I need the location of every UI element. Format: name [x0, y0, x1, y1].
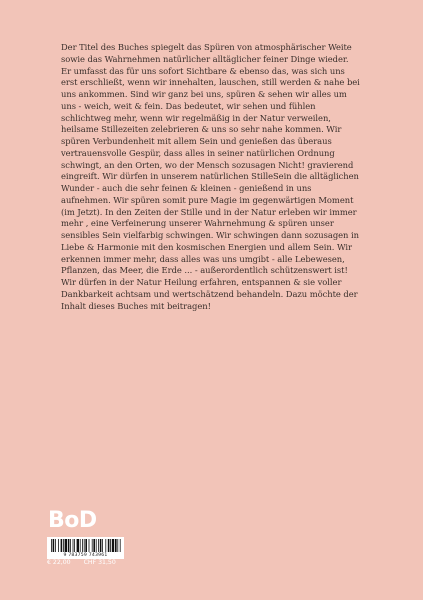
isbn-digits: 9 783759 743961 — [47, 553, 124, 559]
isbn-barcode — [47, 537, 124, 558]
publisher-logo: BoD — [48, 508, 97, 533]
back-cover-blurb: Der Titel des Buches spiegelt das Spüren von atmosphärischer Weite sowie das Wahrnehmen natürlicher alltäglicher feiner Dinge wieder. Er umfasst das für uns sofort Sichtbare & ebenso das, was sich uns erst erschließt, wenn wir innehalten, lauschen, still werden & nahe bei uns ankommen. Sind wir ganz bei uns, spüren & sehen wir alles um uns - weich, weit & fein. Das bedeutet, wir sehen und fühlen schlichtweg mehr, wenn wir regelmäßig in der Natur verweilen, heilsame Stillezeiten zelebrieren & uns so sehr nahe kommen. Wir spüren Verbundenheit mit allem Sein und genießen das überaus vertrauensvolle Gespür, dass alles in seiner natürlichen Ordnung schwingt, an den Orten, wo der Mensch sozusagen Nicht! gravierend eingreift. Wir dürfen in unserem natürlichen StilleSein die alltäglichen Wunder - auch die sehr feinen & kleinen - genießend in uns aufnehmen. Wir spüren somit pure Magie im gegenwärtigen Moment (im Jetzt). In den Zeiten der Stille und in der Natur erleben wir immer mehr , eine Verfeinerung unserer Wahrnehmung & spüren unser sensibles Sein vielfarbig schwingen. Wir schwingen dann sozusagen in Liebe & Harmonie mit den kosmischen Energien und allem Sein. Wir erkennen immer mehr, dass alles was uns umgibt - alle Lebewesen, Pflanzen, das Meer, die Erde ... - außerordentlich schützenswert ist! Wir dürfen in der Natur Heilung erfahren, entspannen & sie voller Dankbarkeit achtsam und wertschätzend behandeln. Dazu möchte der Inhalt dieses Buches mit beitragen! — [61, 42, 360, 311]
price-line — [47, 559, 127, 566]
price-chf: CHF 31,50 — [83, 559, 116, 566]
barcode-bars — [47, 537, 124, 552]
price-eur: € 22,00 — [47, 559, 71, 566]
